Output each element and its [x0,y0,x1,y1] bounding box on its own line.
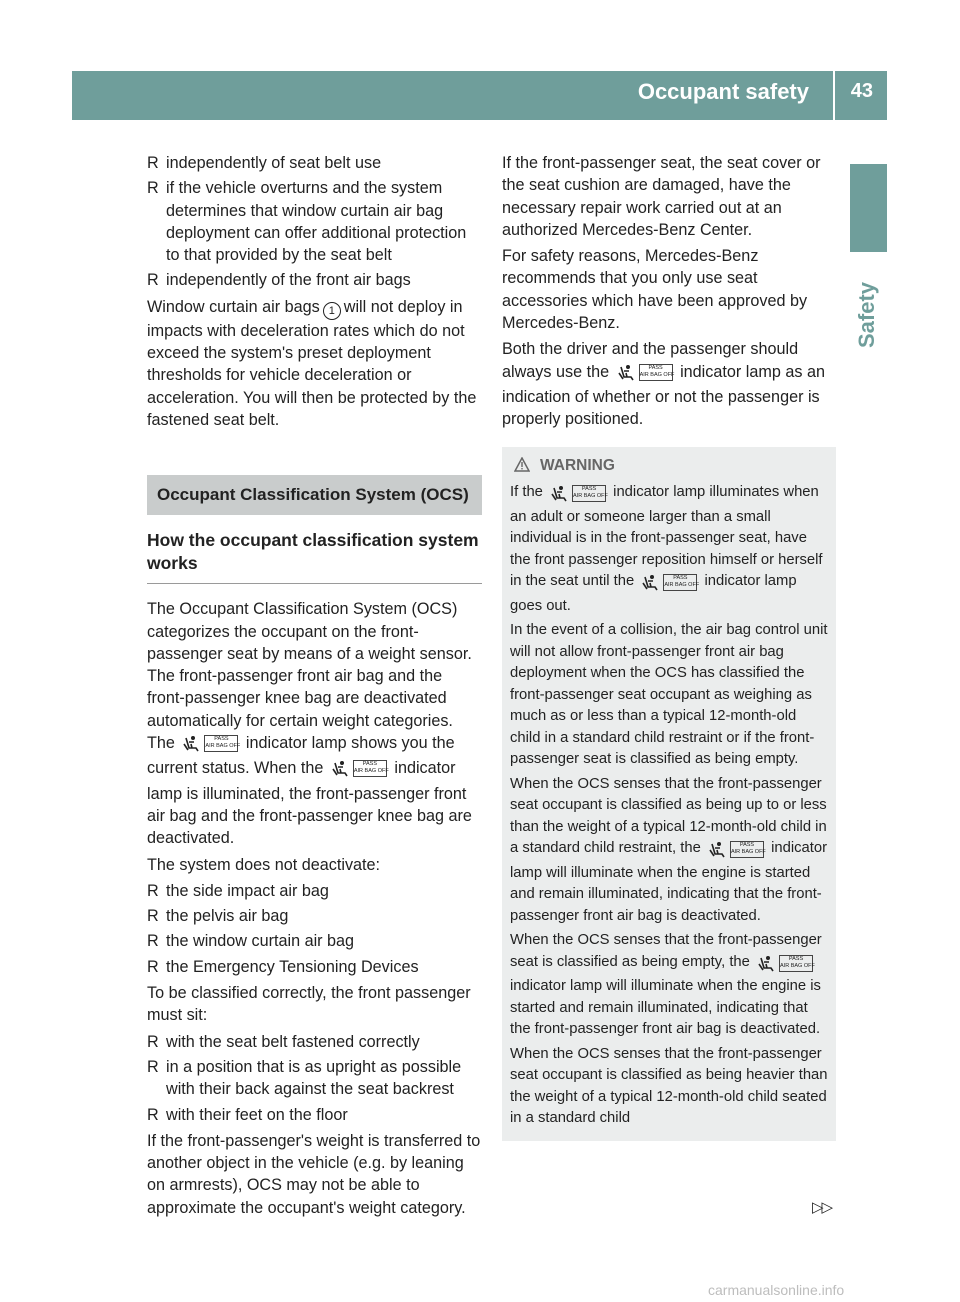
paragraph: The system does not deactivate: [147,855,381,874]
page-header [72,71,887,120]
seat-occupant-icon [550,485,568,502]
header-divider [833,71,835,120]
chapter-tab-label: Safety [854,281,879,349]
continued-arrow-icon: ▷▷ [812,1199,832,1216]
pass-airbag-off-icon: PASS AIR BAG OFF [779,955,813,972]
header-title: Occupant safety [637,79,809,104]
bullet-icon: R [147,907,159,926]
chapter-tab-marker [850,164,887,252]
list-item: R with the seat belt fastened correctly [147,1031,482,1053]
paragraph: Window curtain air bags 1 will not deploy in impacts with deceleration rates which do not exceed the system's preset deployment thresholds for vehicle deceleration or acceleration. You will then be protected by the fastened seat belt. [147,297,477,429]
list-item: R the pelvis air bag [147,905,482,927]
pass-airbag-off-icon: PASS AIR BAG OFF [663,574,697,591]
pass-airbag-off-icon: PASS AIR BAG OFF [639,364,673,381]
list-item: R independently of the front air bags [147,269,482,291]
paragraph: If the front-passenger's weight is transferred to another object in the vehicle (e.g. by leaning on armrests), OCS may not be able to approximate the occupant's weight category. [147,1131,481,1217]
bullet-icon: R [147,932,159,951]
bullet-list [147,1031,482,1126]
paragraph: The Occupant Classification System (OCS) categorizes the occupant on the front-passenger seat by means of a weight sensor. The front-passenger front air bag and the front-passenger knee bag are deactivated automatically for certain weight categories. The PASS AIR BAG OFF indicator lamp shows you the current status. When the PASS AIR BAG OFF indicator lamp is illuminated, the front-passenger front air bag and the front-passenger knee bag are deactivated. [147,600,472,848]
warning-paragraph: In the event of a collision, the air bag control unit will not allow front-passenger front air bag deployment when the OCS has classified the front-passenger seat occupant as weighing as much as or less than a typical 12-month-old child in a standard child restraint or if the front-passenger seat is classified as being empty. [510,622,828,768]
warning-box [502,447,836,1141]
pass-airbag-off-icon: PASS AIR BAG OFF [730,841,764,858]
seat-occupant-icon [757,955,775,972]
seat-occupant-icon [182,735,200,752]
seat-occupant-icon [641,574,659,591]
passenger-airbag-off-indicator-icon [708,841,764,863]
chapter-tab [850,262,887,372]
passenger-airbag-off-indicator-icon [550,485,606,507]
seat-occupant-icon [331,760,349,777]
list-item: R with their feet on the floor [147,1104,482,1126]
list-item: R independently of seat belt use [147,152,482,174]
warning-paragraph: If the PASS AIR BAG OFF indicator lamp illuminates when an adult or someone larger than a small individual is in the front-passenger seat, have the front passenger reposition himself or herself in the seat until the PASS AIR BAG OFF indicator lamp goes out. [510,484,823,614]
left-column [147,152,482,1223]
bullet-icon: R [147,957,159,976]
bullet-icon: R [147,1057,159,1076]
warning-heading [510,455,828,477]
bullet-list [147,152,482,292]
bullet-icon: R [147,1105,159,1124]
paragraph: For safety reasons, Mercedes-Benz recommends that you only use seat accessories which have been approved by Mercedes-Benz. [502,247,808,333]
warning-title: WARNING [540,456,615,474]
list-item: R in a position that is as upright as possible with their back against the seat backrest [147,1057,462,1099]
list-item: R the side impact air bag [147,880,482,902]
page-number: 43 [850,80,873,102]
passenger-airbag-off-indicator-icon [331,760,387,782]
bullet-list [147,880,482,978]
passenger-airbag-off-indicator-icon [617,364,673,386]
right-column [502,152,836,1141]
pass-airbag-off-icon: PASS AIR BAG OFF [353,760,387,777]
bullet-icon: R [147,179,159,198]
subsection-title: How the occupant classification system works [147,529,482,584]
seat-occupant-icon [708,841,726,858]
list-item: R if the vehicle overturns and the system determines that window curtain air bag deployment can offer additional protection to that provided by the seat belt [147,179,467,265]
passenger-airbag-off-indicator-icon [182,735,241,757]
pass-airbag-off-icon: PASS AIR BAG OFF [204,735,238,752]
warning-triangle-icon [514,457,530,472]
list-item: R the window curtain air bag [147,930,482,952]
warning-paragraph: When the OCS senses that the front-passenger seat is classified as being empty, the PASS AIR BAG OFF indicator lamp will illuminate when the engine is started and remain illuminated, indicating that the front-passenger front air bag is deactivated. [510,932,822,1038]
passenger-airbag-off-indicator-icon [641,574,700,596]
paragraph: Both the driver and the passenger should always use the PASS AIR BAG OFF indicator lamp as an indication of whether or not the passenger is properly positioned. [502,340,825,429]
seat-occupant-icon [617,364,635,381]
bullet-icon: R [147,1032,159,1051]
bullet-icon: R [147,881,159,900]
passenger-airbag-off-indicator-icon [757,955,813,977]
warning-paragraph: When the OCS senses that the front-passenger seat occupant is classified as being heavier than the weight of a typical 12-month-old child seated in a standard child [510,1045,828,1127]
bullet-icon: R [147,154,159,172]
paragraph: If the front-passenger seat, the seat cover or the seat cushion are damaged, have the necessary repair work carried out at an authorized Mercedes-Benz Center. [502,154,821,239]
warning-paragraph: When the OCS senses that the front-passenger seat occupant is classified as being up to or less than the weight of a typical 12-month-old child in a standard child restraint, the PASS AIR BAG OFF indicator lamp will illuminate when the engine is started and remain illuminated, indicating that the front-passenger front air bag is deactivated. [510,775,828,924]
section-title: Occupant Classification System (OCS) [147,475,482,515]
watermark: carmanualsonline.info [708,1282,845,1298]
bullet-icon: R [147,271,159,290]
callout-number-icon: 1 [323,302,341,320]
pass-airbag-off-icon: PASS AIR BAG OFF [572,485,606,502]
paragraph: To be classified correctly, the front passenger must sit: [147,984,471,1025]
list-item: R the Emergency Tensioning Devices [147,956,482,978]
